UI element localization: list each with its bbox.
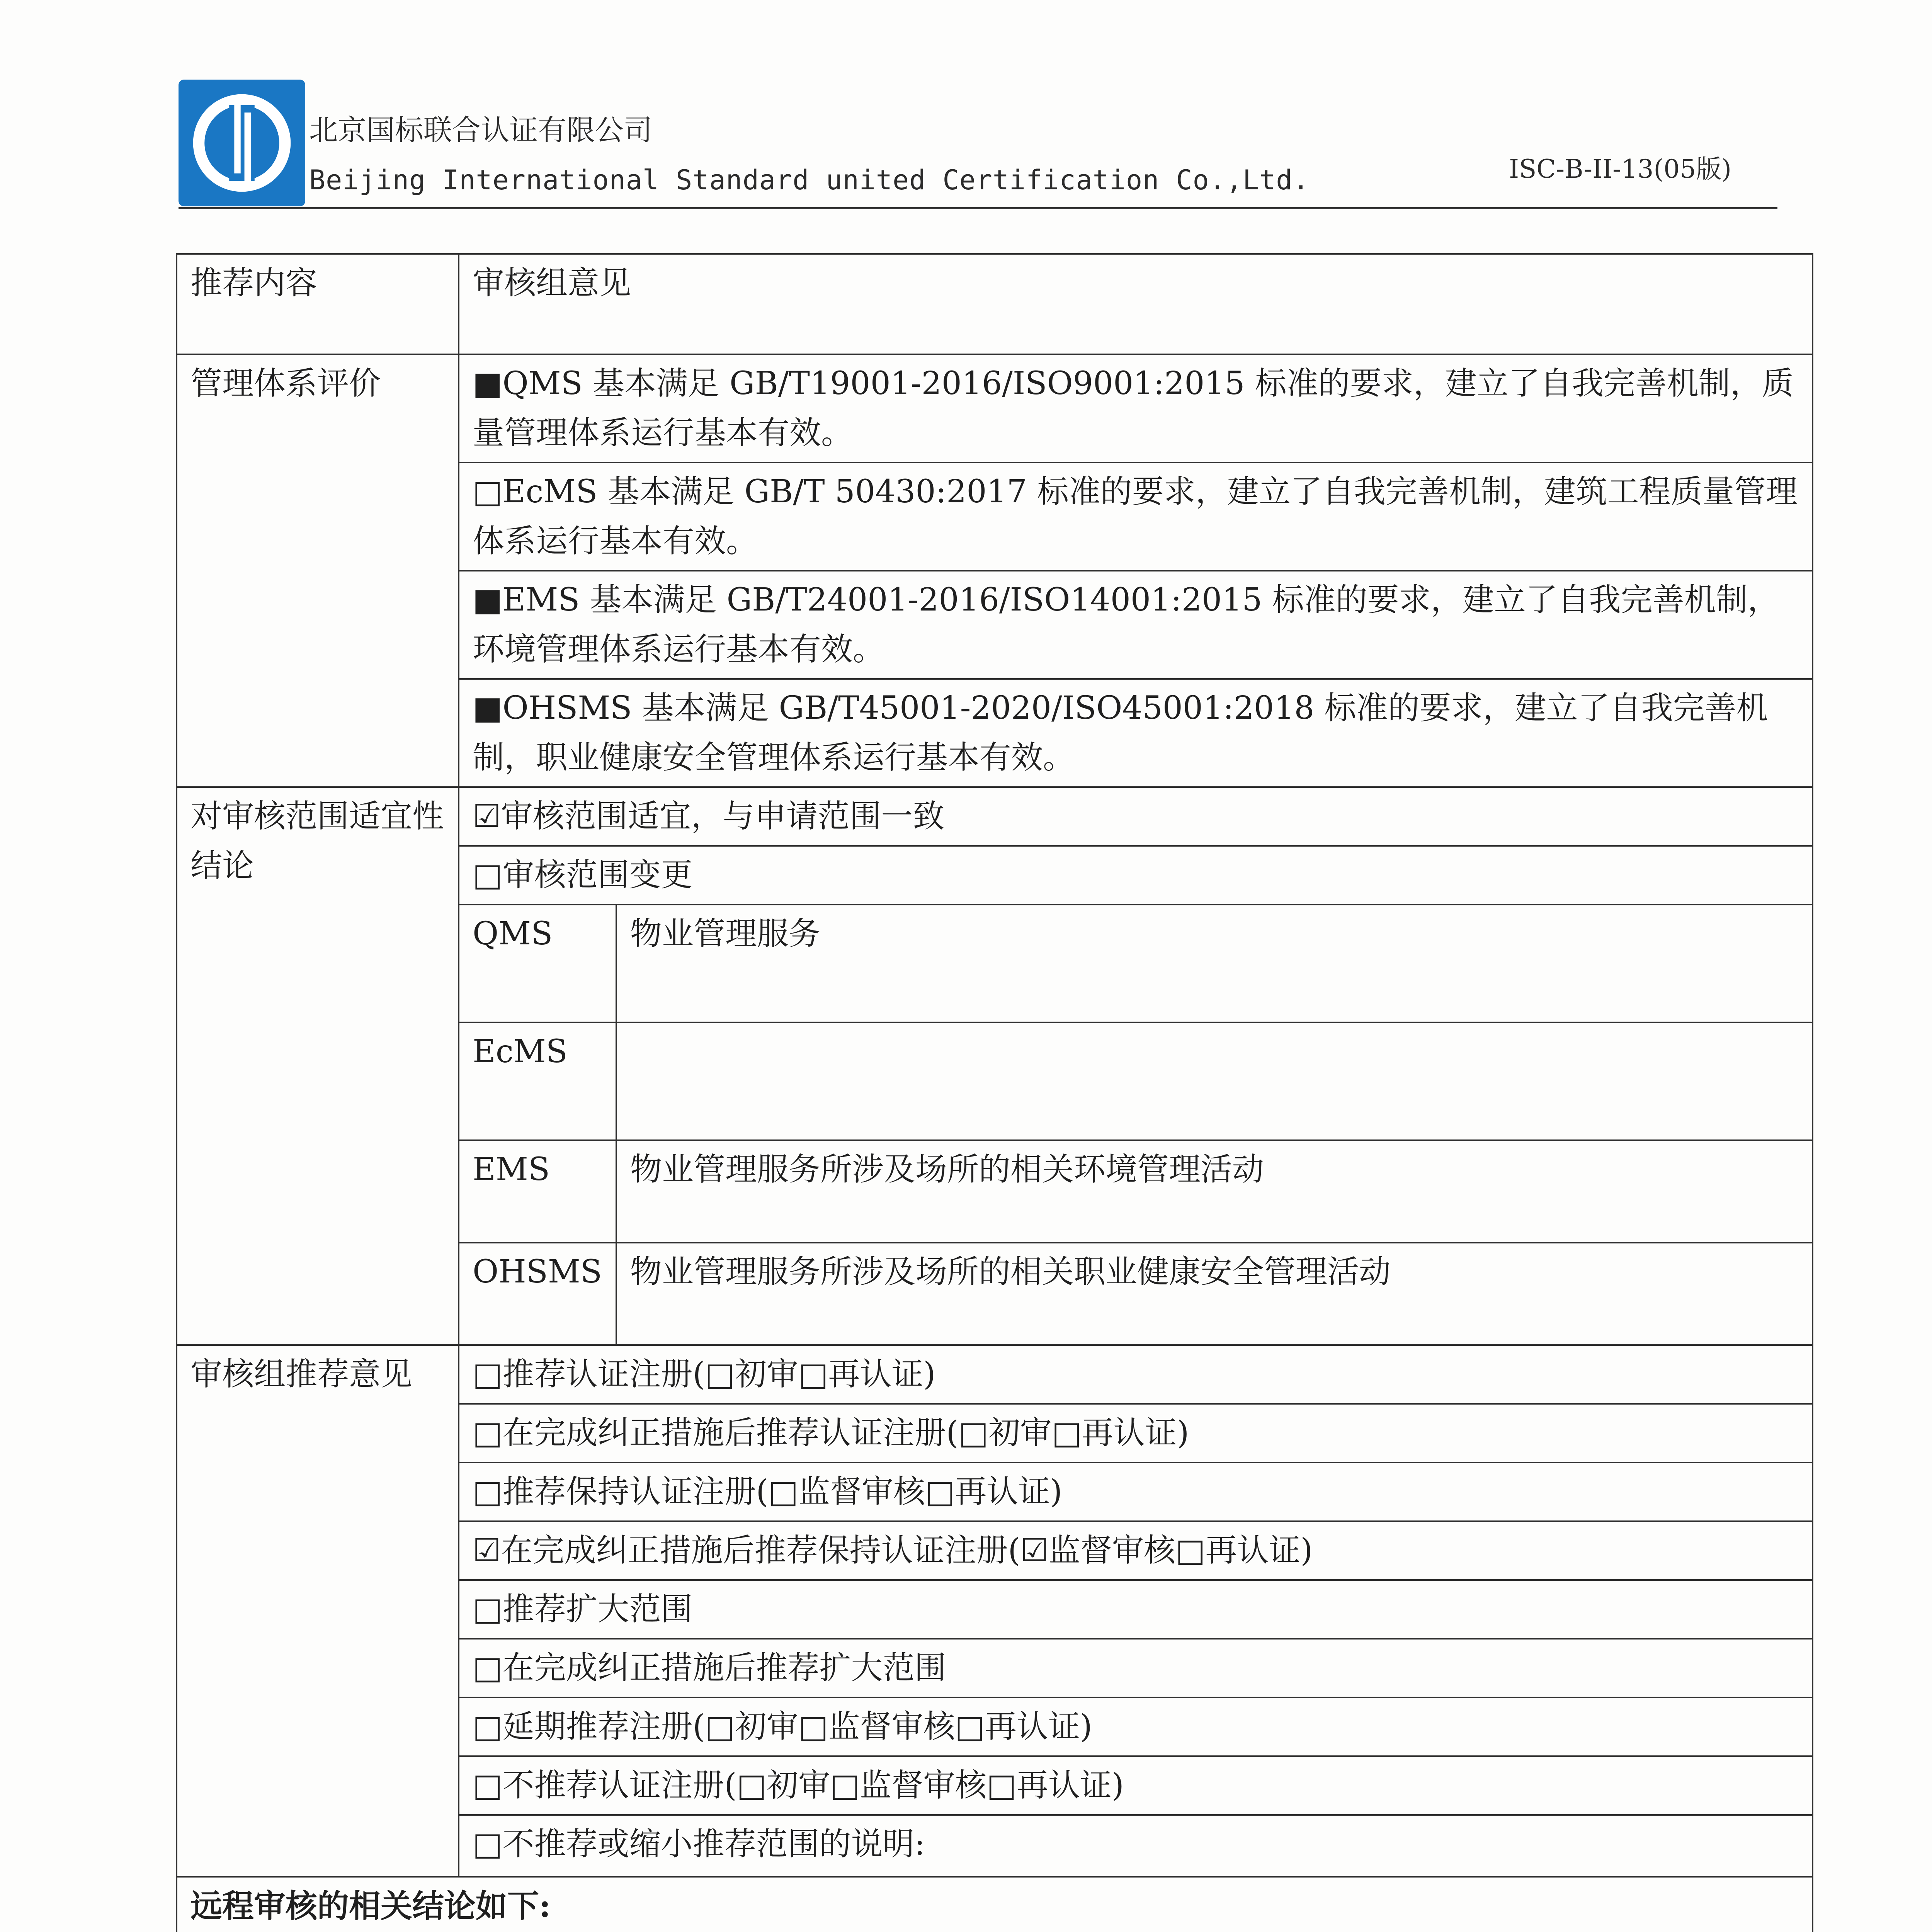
remote-title-row	[177, 1877, 1813, 1932]
scope-text-qms: 物业管理服务	[616, 905, 1813, 1022]
scope-text-ecms	[616, 1022, 1813, 1140]
mgmt-item-ecms: □EcMS 基本满足 GB/T 50430:2017 标准的要求，建立了自我完善机制，建筑工程质量管理体系运行基本有效。	[459, 463, 1813, 571]
col-header-content: 推荐内容	[177, 254, 459, 354]
rec-item[interactable]: □推荐认证注册(□初审□再认证)	[459, 1345, 1813, 1404]
table-header-row	[177, 254, 1813, 354]
rec-item[interactable]: □不推荐认证注册(□初审□监督审核□再认证)	[459, 1756, 1813, 1815]
rec-item[interactable]: □在完成纠正措施后推荐认证注册(□初审□再认证)	[459, 1404, 1813, 1463]
company-name-en: Beijing International Standard united Certification Co.,Ltd.	[309, 164, 1310, 196]
col-header-opinion: 审核组意见	[459, 254, 1813, 354]
scope-text-ohsms: 物业管理服务所涉及场所的相关职业健康安全管理活动	[616, 1243, 1813, 1345]
scope-text-ems: 物业管理服务所涉及场所的相关环境管理活动	[616, 1140, 1813, 1243]
isc-logo-icon	[179, 80, 305, 206]
scope-sys-ecms: EcMS	[459, 1022, 616, 1140]
scope-sys-qms: QMS	[459, 905, 616, 1022]
header-divider	[179, 207, 1777, 209]
recommendation-table	[176, 253, 1813, 1932]
rec-item[interactable]: ☑在完成纠正措施后推荐保持认证注册(☑监督审核□再认证)	[459, 1521, 1813, 1580]
mgmt-row	[177, 354, 1813, 463]
company-name-cn: 北京国标联合认证有限公司	[309, 114, 652, 147]
document-code: ISC-B-II-13(05版)	[1509, 154, 1732, 184]
rec-item[interactable]: □不推荐或缩小推荐范围的说明:	[459, 1815, 1813, 1877]
rec-item[interactable]: □推荐扩大范围	[459, 1580, 1813, 1639]
mgmt-item-ohsms: ■OHSMS 基本满足 GB/T45001-2020/ISO45001:2018 标准的要求，建立了自我完善机制，职业健康安全管理体系运行基本有效。	[459, 679, 1813, 787]
scope-sys-ems: EMS	[459, 1140, 616, 1243]
mgmt-item-qms: ■QMS 基本满足 GB/T19001-2016/ISO9001:2015 标准的要求，建立了自我完善机制，质量管理体系运行基本有效。	[459, 354, 1813, 463]
rec-item[interactable]: □推荐保持认证注册(□监督审核□再认证)	[459, 1463, 1813, 1521]
logo-graphic	[179, 80, 305, 206]
rec-label: 审核组推荐意见	[177, 1345, 459, 1877]
remote-section-title: 远程审核的相关结论如下:	[177, 1877, 1813, 1932]
mgmt-item-ems: ■EMS 基本满足 GB/T24001-2016/ISO14001:2015 标准的要求，建立了自我完善机制，环境管理体系运行基本有效。	[459, 571, 1813, 679]
rec-row	[177, 1345, 1813, 1404]
scope-ok-checkbox[interactable]: ☑审核范围适宜，与申请范围一致	[459, 787, 1813, 846]
scope-label: 对审核范围适宜性结论	[177, 787, 459, 1345]
scope-sys-ohsms: OHSMS	[459, 1243, 616, 1345]
scope-row	[177, 787, 1813, 846]
rec-item[interactable]: □在完成纠正措施后推荐扩大范围	[459, 1639, 1813, 1697]
rec-item[interactable]: □延期推荐注册(□初审□监督审核□再认证)	[459, 1697, 1813, 1756]
mgmt-label: 管理体系评价	[177, 354, 459, 787]
scope-change-checkbox[interactable]: □审核范围变更	[459, 846, 1813, 905]
